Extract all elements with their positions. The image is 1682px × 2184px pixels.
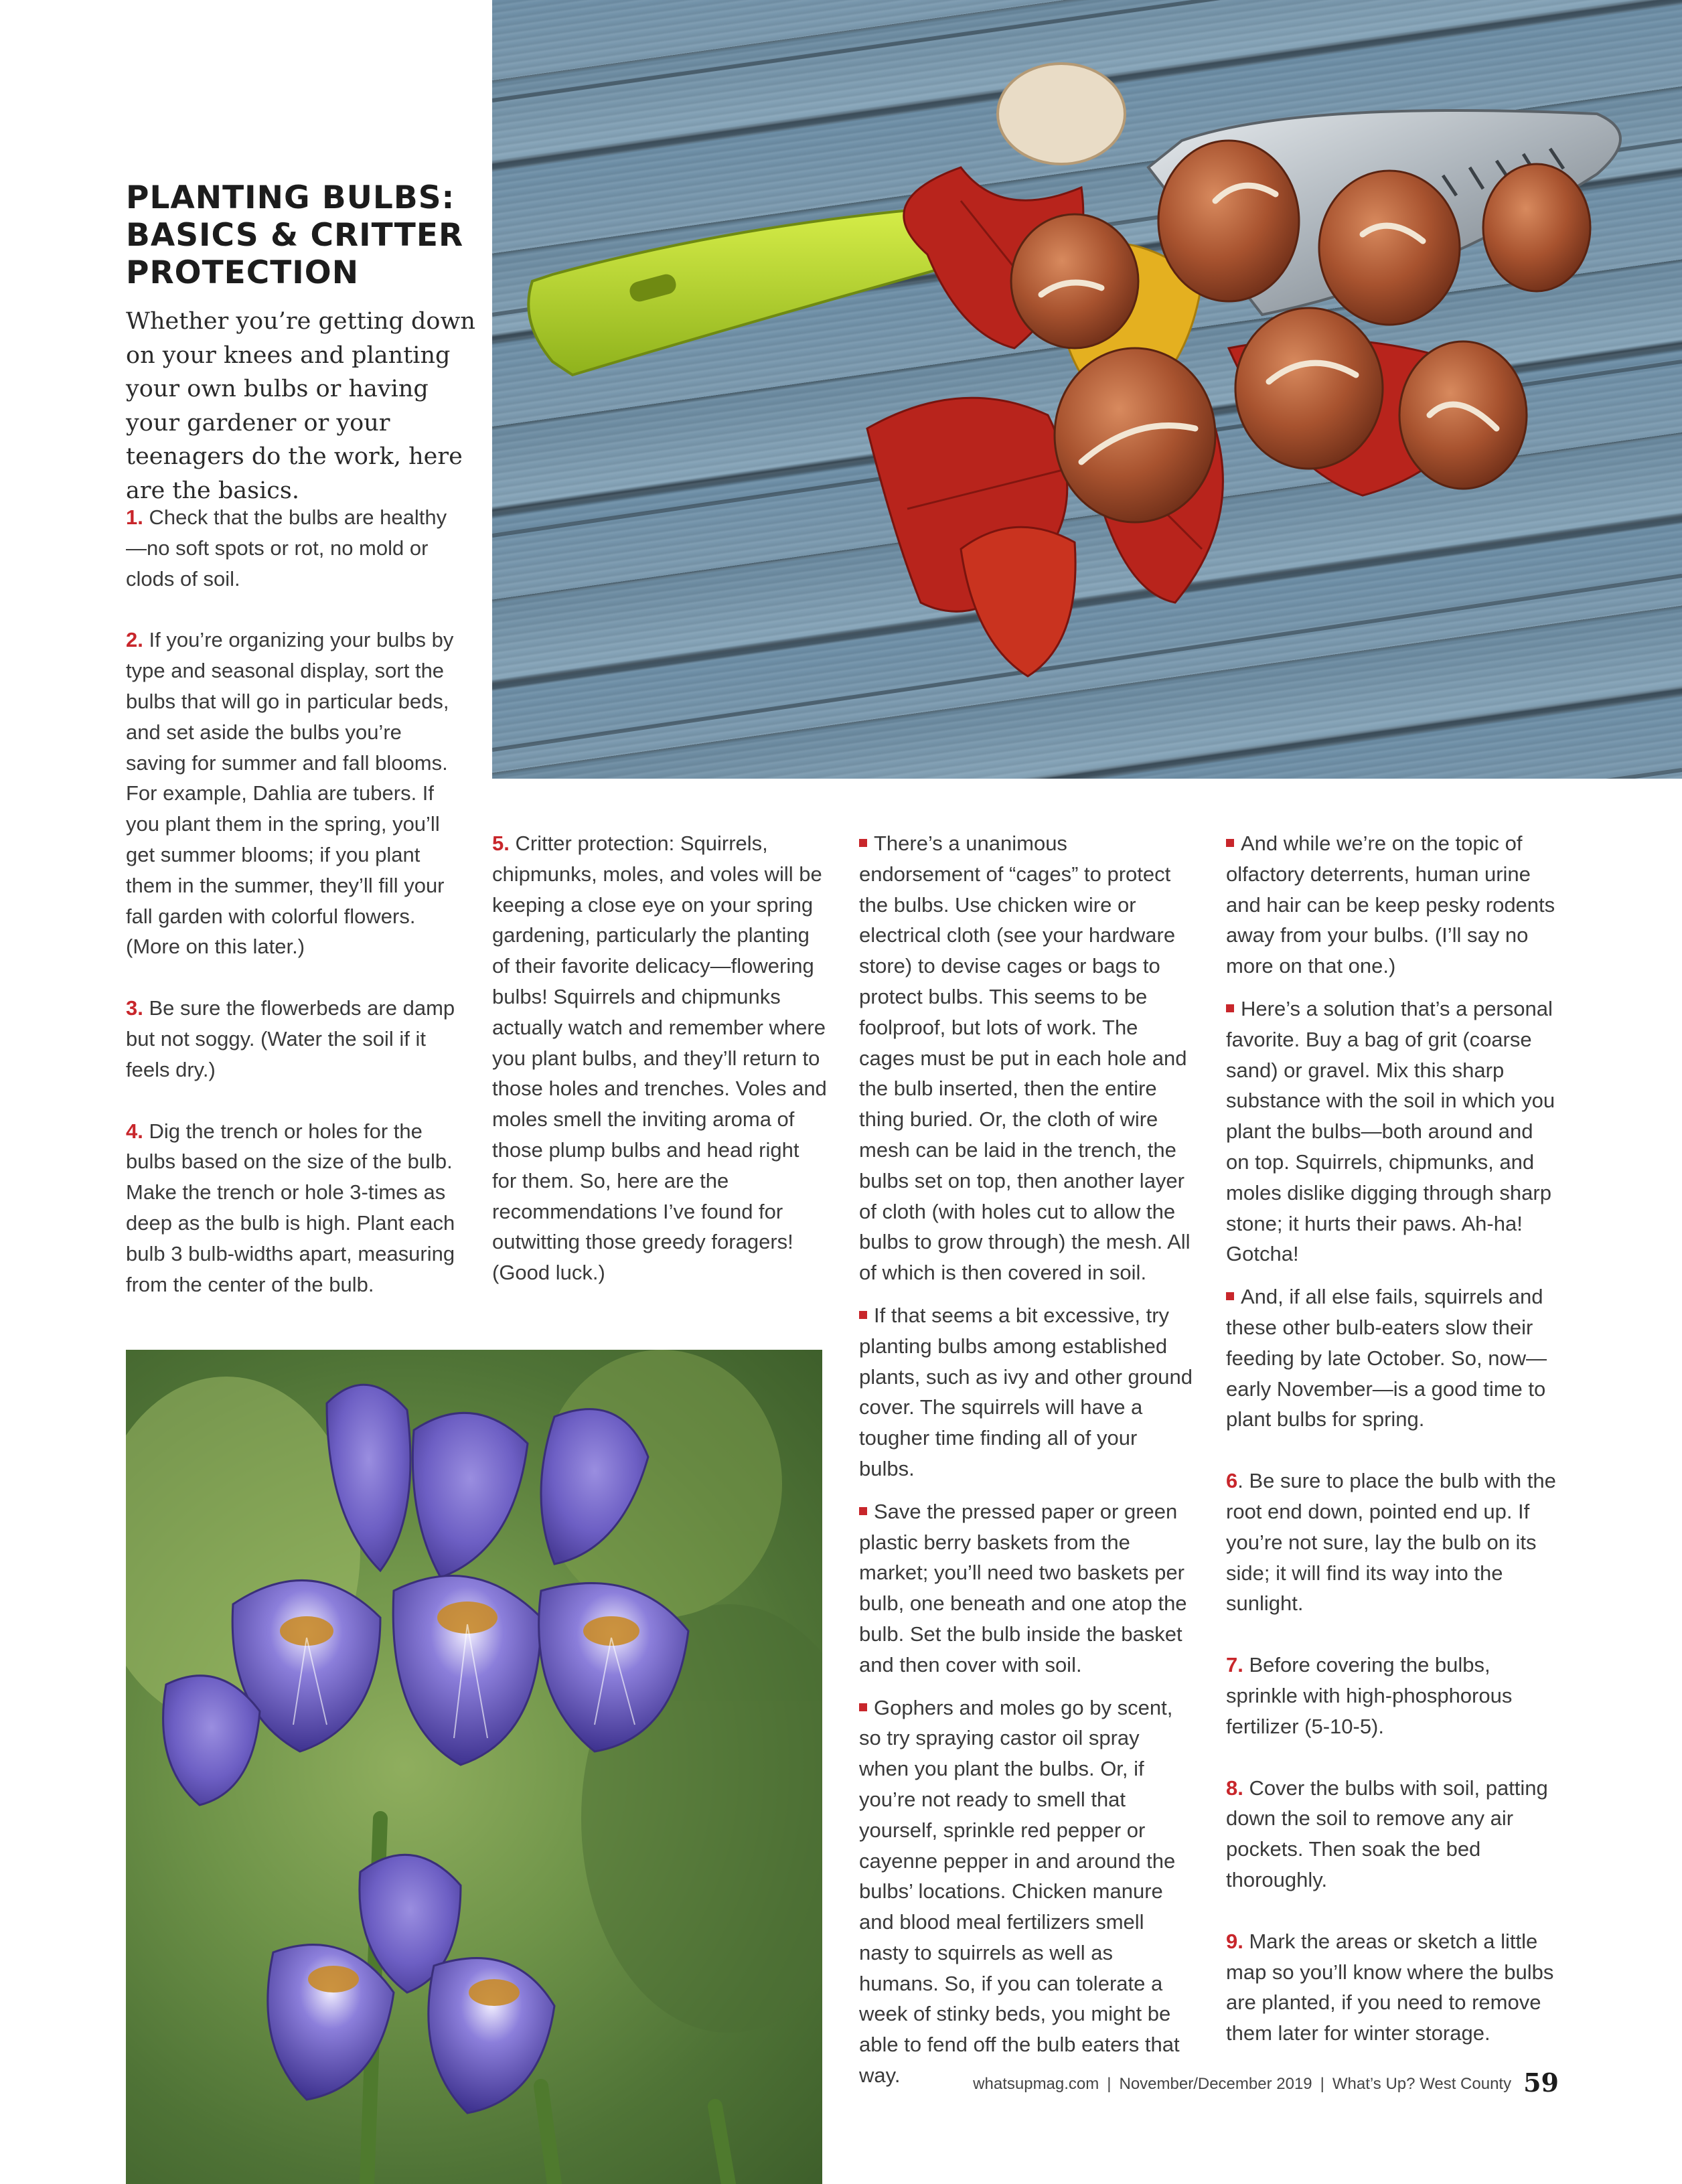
tip-grit [1226, 994, 1561, 1269]
bulbs-trowel-photo [492, 0, 1682, 779]
step-text: Before covering the bulbs, sprinkle with high-phosphorous fertilizer (5-10-5). [1226, 1653, 1513, 1738]
bullet-square-icon [859, 1703, 867, 1711]
tip-cages [859, 828, 1194, 1288]
bullet-square-icon [859, 1507, 867, 1515]
footer-site: whatsupmag.com [973, 2075, 1099, 2093]
step-3 [126, 993, 467, 1085]
tip-timing [1226, 1281, 1561, 1435]
footer-issue: November/December 2019 [1119, 2075, 1312, 2093]
step-text: Dig the trench or holes for the bulbs based on the size of the bulb. Make the trench or hole 3-times as deep as the bulb is high. Plant each bulb 3 bulb-widths apart, measuring from the center of the bulb. [126, 1119, 455, 1296]
step-5 [492, 828, 827, 1288]
tip-text: Here’s a solution that’s a personal favorite. Buy a bag of grit (coarse sand) or gravel. Mix this sharp substance with the soil in which you plant the bulbs—both around and on top. Squirrels, chipmunks, and moles dislike digging through sharp stone; it hurts their paws. Ah-ha! Gotcha! [1226, 996, 1555, 1266]
tip-text: If that seems a bit excessive, try planting bulbs among established plants, such as ivy and other ground cover. The squirrels will have a tougher time finding all of your bulbs. [859, 1303, 1193, 1480]
step-number: 7. [1226, 1653, 1243, 1677]
step-1 [126, 502, 467, 594]
step-text: Cover the bulbs with soil, patting down the soil to remove any air pockets. Then soak the bed thoroughly. [1226, 1776, 1548, 1891]
bullet-square-icon [1226, 1292, 1234, 1300]
step-8 [1226, 1773, 1561, 1895]
tip-text: And, if all else fails, squirrels and these other bulb-eaters slow their feeding by late October. So, now—early November—is a good time to plant bulbs for spring. [1226, 1285, 1547, 1431]
bullet-square-icon [859, 1311, 867, 1319]
bullet-square-icon [1226, 839, 1234, 847]
step-number: 1. [126, 505, 143, 529]
bulbs-trowel-illustration [492, 0, 1682, 779]
article-intro: Whether you’re getting down on your knees and planting your own bulbs or having your gardener or your teenagers do the work, here are the basics. [126, 308, 475, 504]
step-number: 2. [126, 628, 143, 652]
bullet-square-icon [859, 839, 867, 847]
step-number: 8. [1226, 1776, 1243, 1800]
footer-separator: | [1107, 2075, 1112, 2093]
step-2 [126, 625, 467, 962]
footer-separator: | [1320, 2075, 1324, 2093]
step-9 [1226, 1926, 1561, 2049]
step-text: Mark the areas or sketch a little map so you’ll know where the bulbs are planted, if you need to remove them later for winter storage. [1226, 1929, 1554, 2045]
iris-illustration [126, 1350, 822, 2184]
column-2 [492, 828, 827, 1319]
article-headline: PLANTING BULBS: BASICS & CRITTER PROTECTION [126, 179, 464, 291]
step-number: 5. [492, 832, 510, 855]
page-number: 59 [1523, 2068, 1559, 2098]
column-3 [859, 828, 1194, 2103]
tip-text: Gophers and moles go by scent, so try spraying castor oil spray when you plant the bulbs. Or, if you’re not ready to smell that yourself, sprinkle red pepper or cayenne pepper in and around the bulbs’ locations. Chicken manure and blood meal fertilizers smell nasty to squirrels as well as humans. So, if you can tolerate a week of stinky beds, you might be able to fend off the bulb eaters that way. [859, 1695, 1180, 2088]
tip-text: And while we’re on the topic of olfactory deterrents, human urine and hair can be keep pesky rodents away from your bulbs. (I’ll say no more on that one.) [1226, 832, 1555, 978]
step-text: Critter protection: Squirrels, chipmunks, moles, and voles will be keeping a close eye on your spring gardening, particularly the planting of their favorite delicacy—flowering bulbs! Squirrels and chipmunks actually watch and remember where you plant bulbs, and they’ll return to those holes and trenches. Voles and moles smell the inviting aroma of those plump bulbs and head right for them. So, here are the recommendations I’ve found for outwitting those greedy foragers! (Good luck.) [492, 832, 827, 1285]
step-number: 4. [126, 1119, 143, 1143]
step-number: 6 [1226, 1469, 1238, 1493]
tip-olfactory [1226, 828, 1561, 982]
tip-ground-cover [859, 1300, 1194, 1484]
footer-publication: What’s Up? West County [1332, 2075, 1512, 2093]
step-text: . Be sure to place the bulb with the root end down, pointed end up. If you’re not sure, lay the bulb on its side; it will find its way into the sunlight. [1226, 1469, 1556, 1616]
step-6 [1226, 1466, 1561, 1619]
page-footer [973, 2068, 1559, 2098]
step-text: Be sure the flowerbeds are damp but not soggy. (Water the soil if it feels dry.) [126, 996, 455, 1081]
iris-flower-photo [126, 1350, 822, 2184]
step-4 [126, 1116, 467, 1300]
tip-berry-baskets [859, 1496, 1194, 1681]
step-7 [1226, 1650, 1561, 1741]
tip-text: There’s a unanimous endorsement of “cages” to protect the bulbs. Use chicken wire or electrical cloth (see your hardware store) to devise cages or bags to protect bulbs. This seems to be foolproof, but lots of work. The cages must be put in each hole and the bulb inserted, then the entire thing buried. Or, the cloth of wire mesh can be laid in the trench, the bulbs set on top, then another layer of cloth (with holes cut to allow the bulbs to grow through) the mesh. All of which is then covered in soil. [859, 832, 1191, 1285]
tip-text: Save the pressed paper or green plastic berry baskets from the market; you’ll need two baskets per bulb, one beneath and one atop the bulb. Set the bulb inside the basket and then cover with soil. [859, 1499, 1187, 1676]
tip-scent [859, 1693, 1194, 2091]
column-1 [126, 502, 467, 1330]
step-number: 9. [1226, 1929, 1243, 1953]
step-text: If you’re organizing your bulbs by type and seasonal display, sort the bulbs that will go in particular beds, and set aside the bulbs you’re saving for summer and fall blooms. For example, Dahlia are tubers. If you plant them in the spring, you’ll get summer blooms; if you plant them in the summer, they’ll fill your fall garden with colorful flowers. (More on this later.) [126, 628, 454, 959]
bullet-square-icon [1226, 1004, 1234, 1012]
step-text: Check that the bulbs are healthy—no soft spots or rot, no mold or clods of soil. [126, 505, 447, 591]
column-4 [1226, 828, 1561, 2080]
step-number: 3. [126, 996, 143, 1020]
